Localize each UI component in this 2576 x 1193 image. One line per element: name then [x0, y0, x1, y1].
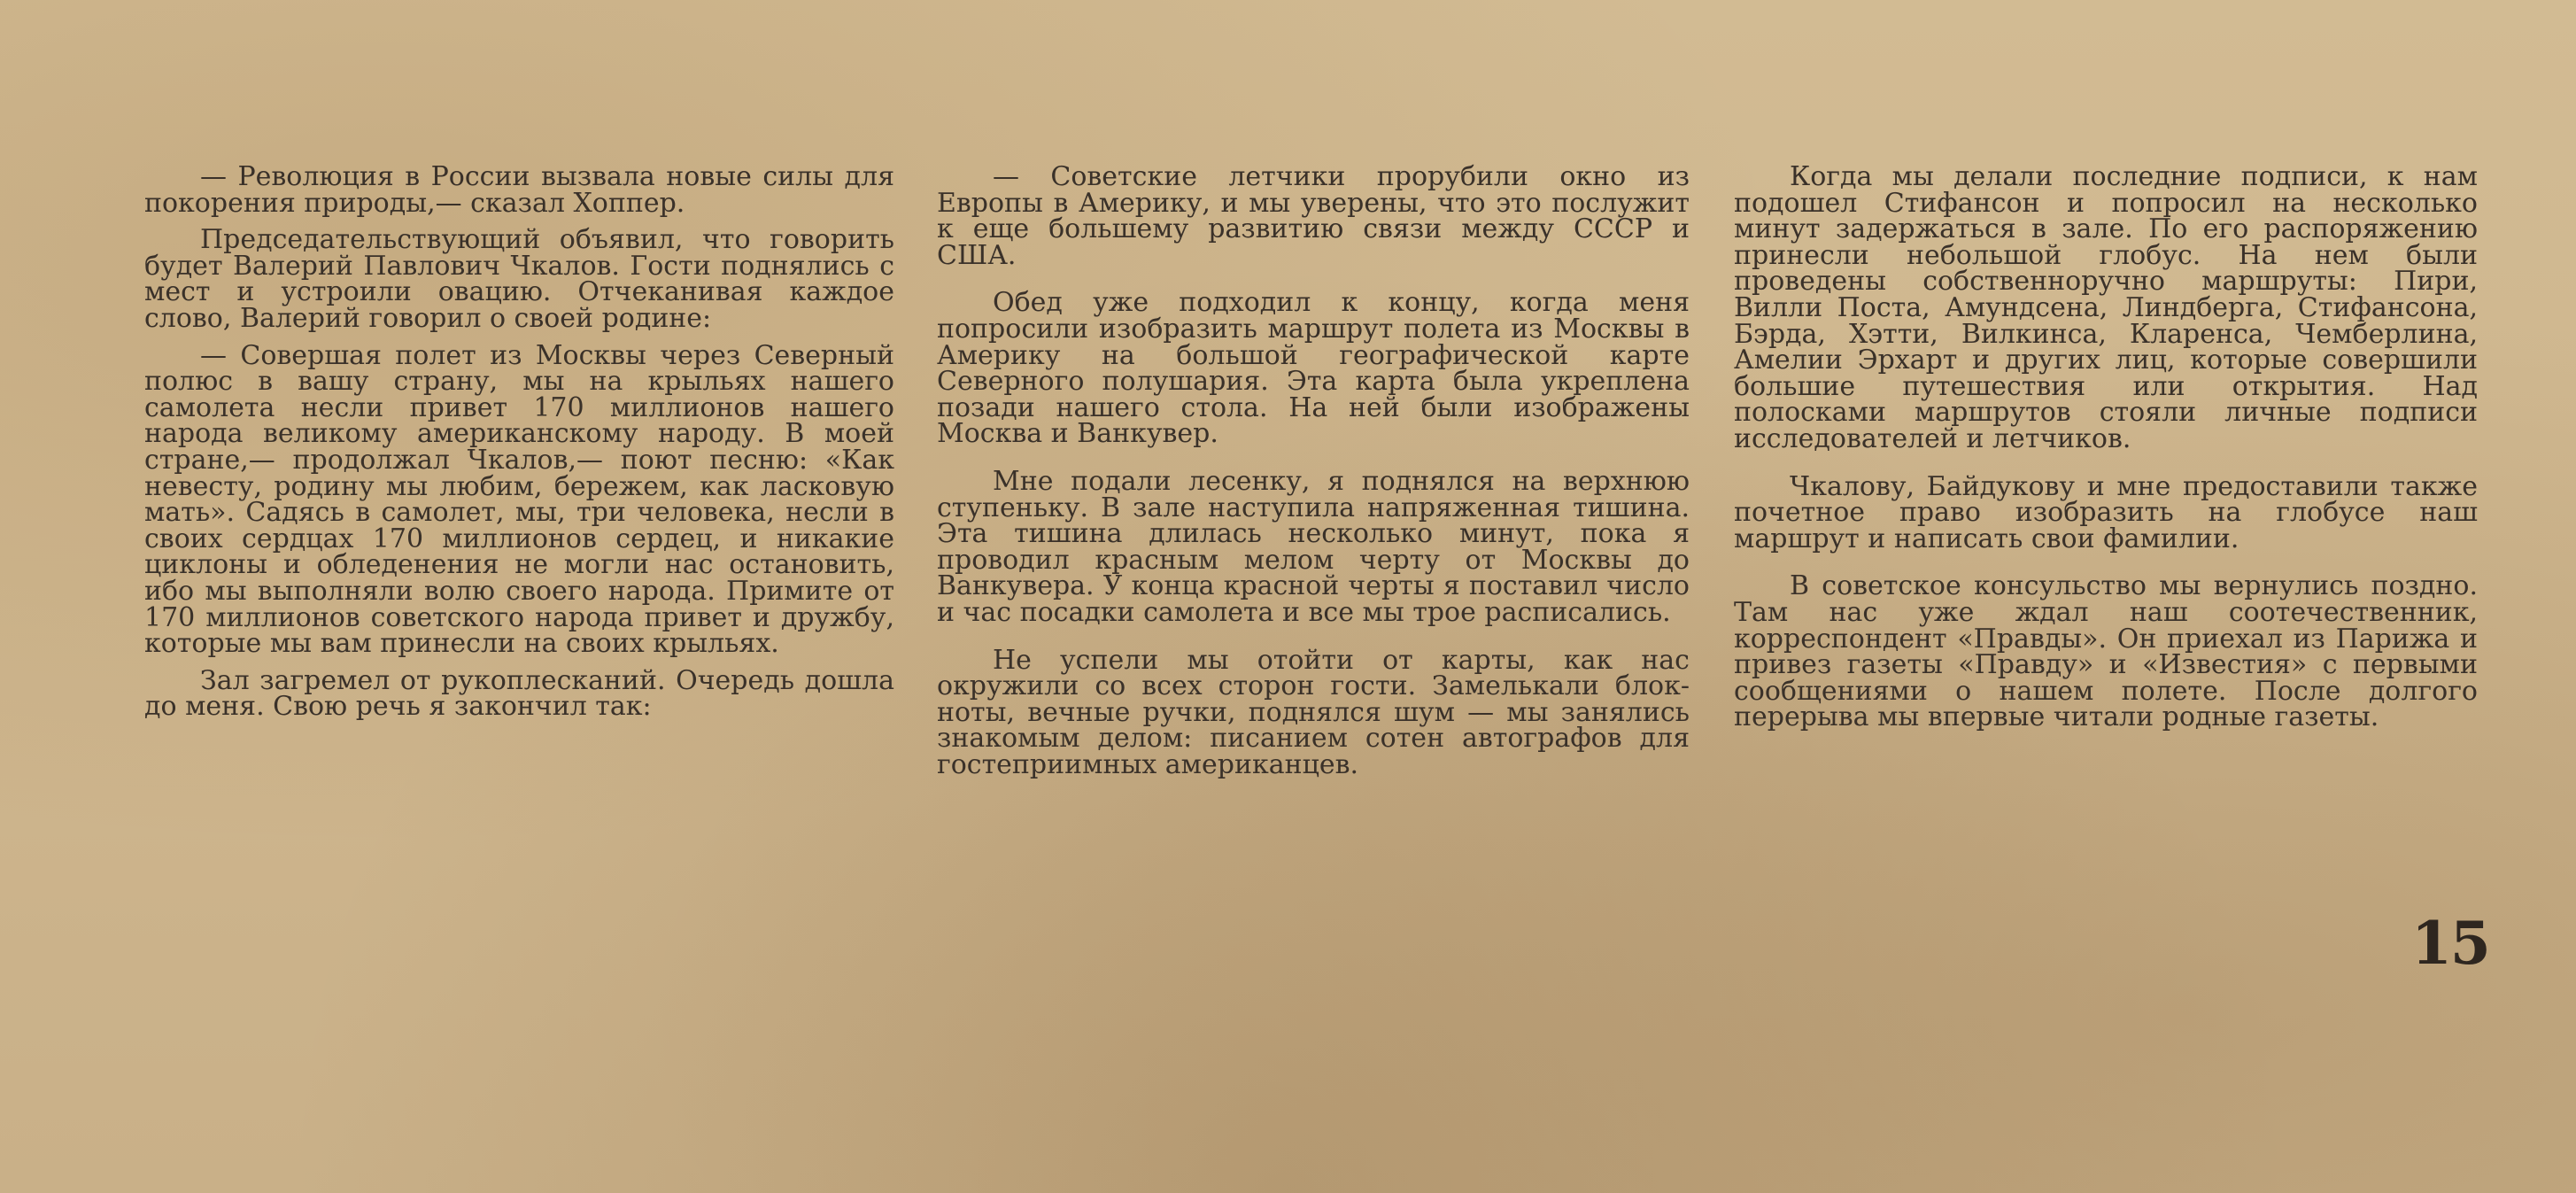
paragraph: Зал загремел от рукоплесканий. Очередь дошла до меня. Свою речь я закончил так: — [144, 664, 894, 723]
text-column-left — [144, 161, 894, 723]
text-column-right — [1734, 161, 2478, 733]
page-number: 15 — [2411, 909, 2489, 978]
paragraph: Чкалову, Байдукову и мне предоставили также почетное право изобразить на глобусе наш маршрут и написать свои фамилии. — [1734, 470, 2478, 554]
paragraph: Председательствующий объявил, что говорить будет Валерий Павлович Чкалов. Гости поднялись с мест и устроили овацию. Отчеканивая каждое слово, Валерий говорил о своей родине: — [144, 224, 894, 334]
paragraph: В советское консульство мы вернулись поздно. Там нас уже ждал наш соотечественник, корреспондент «Правды». Он приехал из Парижа и привез газеты «Правду» и «Известия» с первыми сообщениями о нашем полете. После долгого перерыва мы впервые читали родные газеты. — [1734, 570, 2478, 733]
paragraph: Обед уже подходил к концу, когда меня попросили изобразить маршрут полета из Москвы в Америку на большой географической карте Северного полушария. Эта карта была укреплена позади нашего стола. На ней были изображены Москва и Ванкувер. — [937, 287, 1690, 450]
paragraph: — Совершая полет из Москвы через Северный полюс в вашу страну, мы на крыльях нашего самолета несли привет 170 миллионов нашего народа великому американскому народу. В моей стране,— продолжал Чкалов,— поют песню: «Как невесту, родину мы любим, бережем, как ласковую мать». Садясь в самолет, мы, три человека, несли в своих сердцах 170 миллионов сердец, и никакие циклоны и обледенения не могли нас остановить, ибо мы выполняли волю своего народа. Примите от 170 миллионов советского народа привет и дружбу, которые мы вам принесли на своих крыльях. — [144, 339, 894, 660]
text-column-middle — [937, 161, 1690, 780]
paragraph: Не успели мы отойти от карты, как нас окружили со всех сторон гости. Замелькали блок-ноты, вечные ручки, поднялся шум — мы занялись знакомым делом: писанием сотен автографов для гостеприимных американцев. — [937, 644, 1690, 780]
paragraph: Мне подали лесенку, я поднялся на верхнюю ступеньку. В зале наступила напряженная тишина. Эта тишина длилась несколько минут, пока я проводил красным мелом черту от Москвы до Ванкувера. У конца красной черты я поставил число и час посадки самолета и все мы трое расписались. — [937, 465, 1690, 628]
paragraph: — Революция в России вызвала новые силы для покорения природы,— сказал Хоппер. — [144, 161, 894, 219]
paragraph: — Советские летчики прорубили окно из Европы в Америку, и мы уверены, что это послужит к еще большему развитию связи между СССР и США. — [937, 161, 1690, 271]
paragraph: Когда мы делали последние подписи, к нам подошел Стифансон и попросил на несколько минут задержаться в зале. По его распоряжению принесли небольшой глобус. На нем были проведены собственноручно маршруты: Пири, Вилли Поста, Амундсена, Линдберга, Стифансона, Бэрда, Хэтти, Вилкинса, Кларенса, Чемберлина, Амелии Эрхарт и других лиц, которые совершили большие путешествия или открытия. Над полосками маршрутов стояли личные подписи исследователей и летчиков. — [1734, 161, 2478, 454]
